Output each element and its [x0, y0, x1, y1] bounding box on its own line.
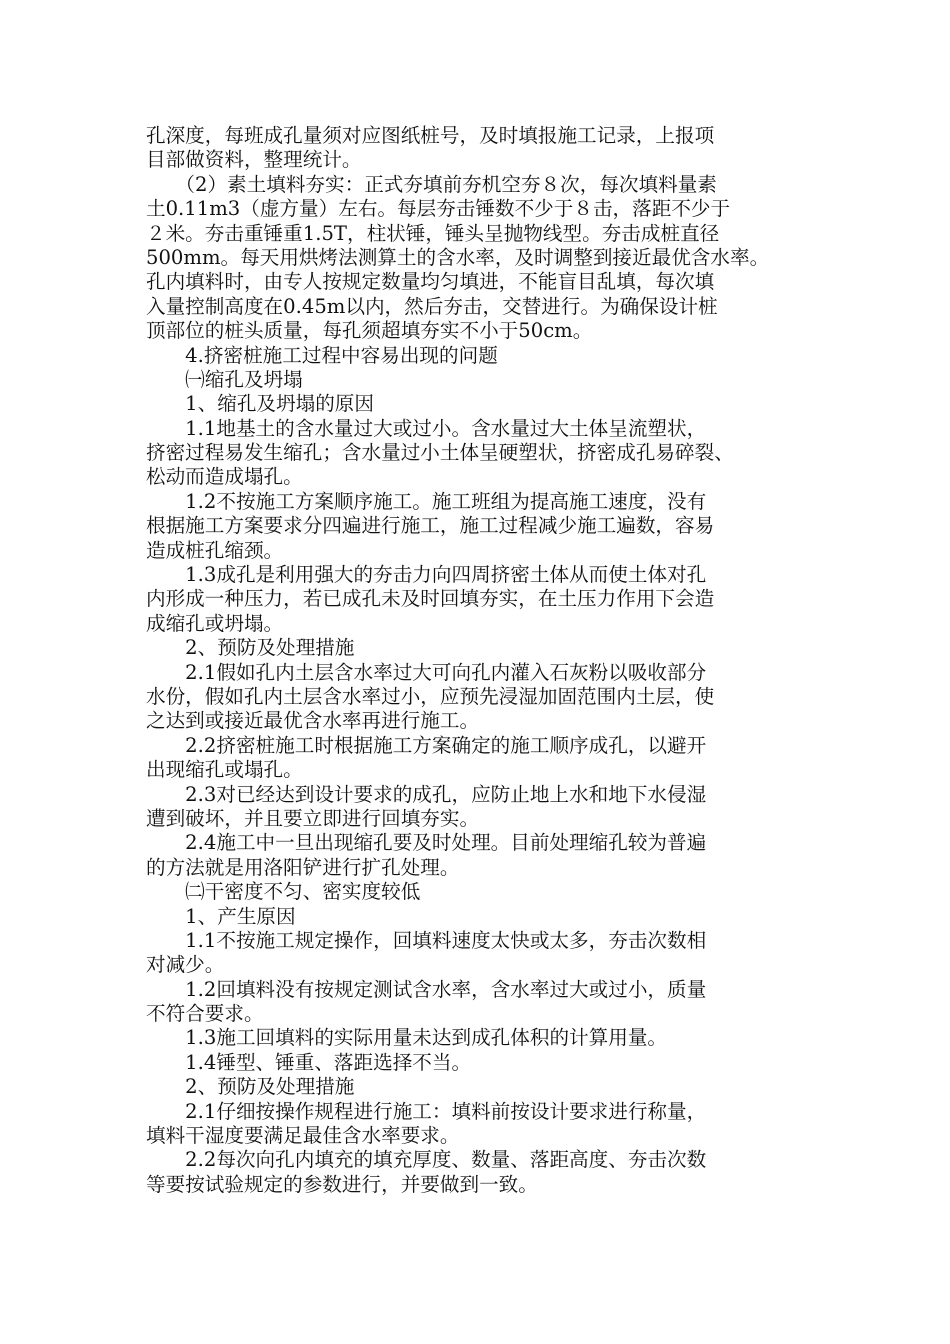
- text-line: 2.4施工中一旦出现缩孔要及时处理。目前处理缩孔较为普遍: [146, 831, 707, 855]
- text-line: （2）素土填料夯实：正式夯填前夯机空夯８次，每次填料量素: [146, 172, 717, 196]
- subsection-heading: 2、预防及处理措施: [146, 636, 355, 660]
- text-line: 根据施工方案要求分四遍进行施工，施工过程减少施工遍数，容易: [146, 514, 715, 538]
- subsection-heading: ㈠缩孔及坍塌: [146, 367, 303, 391]
- text-line: 水份，假如孔内土层含水率过小，应预先浸湿加固范围内土层，使: [146, 684, 715, 708]
- subsection-heading: 1、缩孔及坍塌的原因: [146, 392, 374, 416]
- text-line: 孔深度，每班成孔量须对应图纸桩号，及时填报施工记录，上报项: [146, 124, 715, 147]
- text-line: 松动而造成塌孔。: [146, 465, 303, 489]
- text-line: 等要按试验规定的参数进行，并要做到一致。: [146, 1172, 538, 1196]
- text-line: 1.1不按施工规定操作，回填料速度太快或太多，夯击次数相: [146, 928, 707, 952]
- text-line: 1.2不按施工方案顺序施工。施工班组为提高施工速度，没有: [146, 489, 707, 513]
- text-line: ２米。夯击重锤重1.5T，柱状锤，锤头呈抛物线型。夯击成桩直径: [146, 221, 720, 245]
- text-line: 之达到或接近最优含水率再进行施工。: [146, 709, 480, 733]
- text-line: 2.1仔细按操作规程进行施工：填料前按设计要求进行称量，: [146, 1099, 707, 1123]
- text-line: 内形成一种压力，若已成孔未及时回填夯实，在土压力作用下会造: [146, 587, 715, 611]
- text-line: 500mm。每天用烘烤法测算土的含水率，及时调整到接近最优含水率。: [146, 245, 770, 269]
- text-line: 2.2挤密桩施工时根据施工方案确定的施工顺序成孔，以避开: [146, 733, 707, 757]
- text-line: 1.2回填料没有按规定测试含水率，含水率过大或过小，质量: [146, 977, 707, 1001]
- subsection-heading: ㈡干密度不匀、密实度较低: [146, 880, 421, 904]
- text-line: 对减少。: [146, 953, 225, 977]
- text-line: 入量控制高度在0.45m以内，然后夯击，交替进行。为确保设计桩: [146, 294, 718, 318]
- text-line: 2.3对已经达到设计要求的成孔，应防止地上水和地下水侵湿: [146, 782, 707, 806]
- text-line: 顶部位的桩头质量，每孔须超填夯实不小于50cm。: [146, 319, 593, 343]
- text-line: 成缩孔或坍塌。: [146, 611, 284, 635]
- text-line: 目部做资料，整理统计。: [146, 148, 362, 172]
- text-line: 土0.11m3（虚方量）左右。每层夯击锤数不少于８击，落距不少于: [146, 197, 731, 221]
- text-line: 2.1假如孔内土层含水率过大可向孔内灌入石灰粉以吸收部分: [146, 660, 707, 684]
- text-line: 挤密过程易发生缩孔；含水量过小土体呈硬塑状，挤密成孔易碎裂、: [146, 441, 734, 465]
- text-line: 不符合要求。: [146, 1002, 264, 1026]
- text-line: 造成桩孔缩颈。: [146, 538, 284, 562]
- text-line: 孔内填料时，由专人按规定数量均匀填进，不能盲目乱填，每次填: [146, 270, 715, 294]
- text-line: 1.4锤型、锤重、落距选择不当。: [146, 1050, 472, 1074]
- text-line: 1.3成孔是利用强大的夯击力向四周挤密土体从而使土体对孔: [146, 563, 707, 587]
- subsection-heading: 1、产生原因: [146, 904, 296, 928]
- text-line: 出现缩孔或塌孔。: [146, 758, 303, 782]
- text-line: 遭到破坏，并且要立即进行回填夯实。: [146, 806, 480, 830]
- text-line: 填料干湿度要满足最佳含水率要求。: [146, 1124, 460, 1148]
- subsection-heading: 2、预防及处理措施: [146, 1075, 355, 1099]
- section-heading: 4.挤密桩施工过程中容易出现的问题: [146, 343, 498, 367]
- text-line: 的方法就是用洛阳铲进行扩孔处理。: [146, 855, 460, 879]
- text-line: 1.3施工回填料的实际用量未达到成孔体积的计算用量。: [146, 1026, 668, 1050]
- document-body: [146, 124, 826, 1197]
- text-line: 2.2每次向孔内填充的填充厚度、数量、落距高度、夯击次数: [146, 1148, 707, 1172]
- text-line: 1.1地基土的含水量过大或过小。含水量过大土体呈流塑状，: [146, 416, 707, 440]
